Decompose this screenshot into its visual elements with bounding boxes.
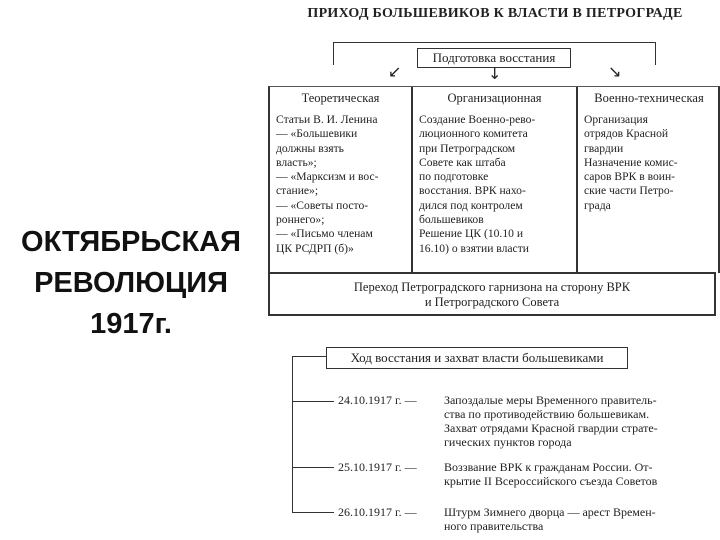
garrison-line-1: Переход Петроградского гарнизона на сторону ВРК	[353, 280, 631, 294]
slide-title	[0, 222, 262, 345]
preparation-box: Подготовка восстания	[417, 48, 571, 68]
bracket-left-leg	[333, 42, 334, 65]
slide-title-line-1: ОКТЯБРЬСКАЯ	[21, 226, 241, 258]
column-heading: Теоретическая	[301, 91, 380, 105]
event-text: Запоздалые меры Временного правитель- ства по противодействию большевикам. Захват отрядами Красной гвардии страте- гических пунктов города	[444, 393, 658, 449]
column-body: Создание Военно-рево- люционного комитета при Петроградском Совете как штаба по подготовке восстания. ВРК нахо- дился под контролем большевиков Решение ЦК (10.10 и 16.10) о взятии власти	[419, 113, 536, 255]
arrow-to-military: ↘	[608, 62, 622, 81]
event-oct-25	[338, 460, 718, 492]
garrison-box	[268, 272, 716, 316]
event-oct-24	[338, 393, 718, 453]
column-heading: Военно-техническая	[594, 91, 704, 105]
uprising-timeline-spine	[292, 356, 293, 512]
bracket-right-leg	[655, 42, 656, 65]
uprising-box: Ход восстания и захват власти большевиками	[326, 347, 628, 369]
column-body: Статьи В. И. Ленина — «Большевики должны взять власть»; — «Марксизм и вос- стание»; — «Советы посто- роннего»; — «Письмо членам ЦК РСДРП (б)»	[276, 113, 379, 255]
event-date: 26.10.1917 г. —	[338, 505, 417, 519]
uprising-connector-top	[292, 356, 326, 357]
timeline-tick-3	[292, 512, 334, 513]
event-date: 25.10.1917 г. —	[338, 460, 417, 474]
column-organizational	[411, 87, 576, 273]
column-heading: Организационная	[447, 91, 542, 105]
garrison-line-2: и Петроградского Совета	[424, 295, 560, 309]
slide-title-line-2: РЕВОЛЮЦИЯ	[34, 267, 228, 299]
slide-title-line-3: 1917г.	[90, 308, 172, 340]
event-date: 24.10.1917 г. —	[338, 393, 417, 407]
column-body: Организация отрядов Красной гвардии Назначение комис- саров ВРК в воин- ские части Петро- града	[584, 113, 678, 212]
bracket-top	[333, 42, 655, 43]
event-text: Штурм Зимнего дворца — арест Времен- ного правительства	[444, 505, 656, 533]
diagram-title: ПРИХОД БОЛЬШЕВИКОВ К ВЛАСТИ В ПЕТРОГРАДЕ	[307, 6, 683, 21]
preparation-table	[268, 86, 720, 273]
arrow-to-organizational: ↓	[488, 64, 502, 83]
arrow-to-theoretical: ↙	[388, 62, 402, 81]
column-military-technical	[576, 87, 720, 273]
event-oct-26	[338, 505, 718, 537]
timeline-tick-1	[292, 401, 334, 402]
column-theoretical	[270, 87, 411, 273]
event-text: Воззвание ВРК к гражданам России. От- крытие II Всероссийского съезда Советов	[444, 460, 658, 488]
timeline-tick-2	[292, 467, 334, 468]
